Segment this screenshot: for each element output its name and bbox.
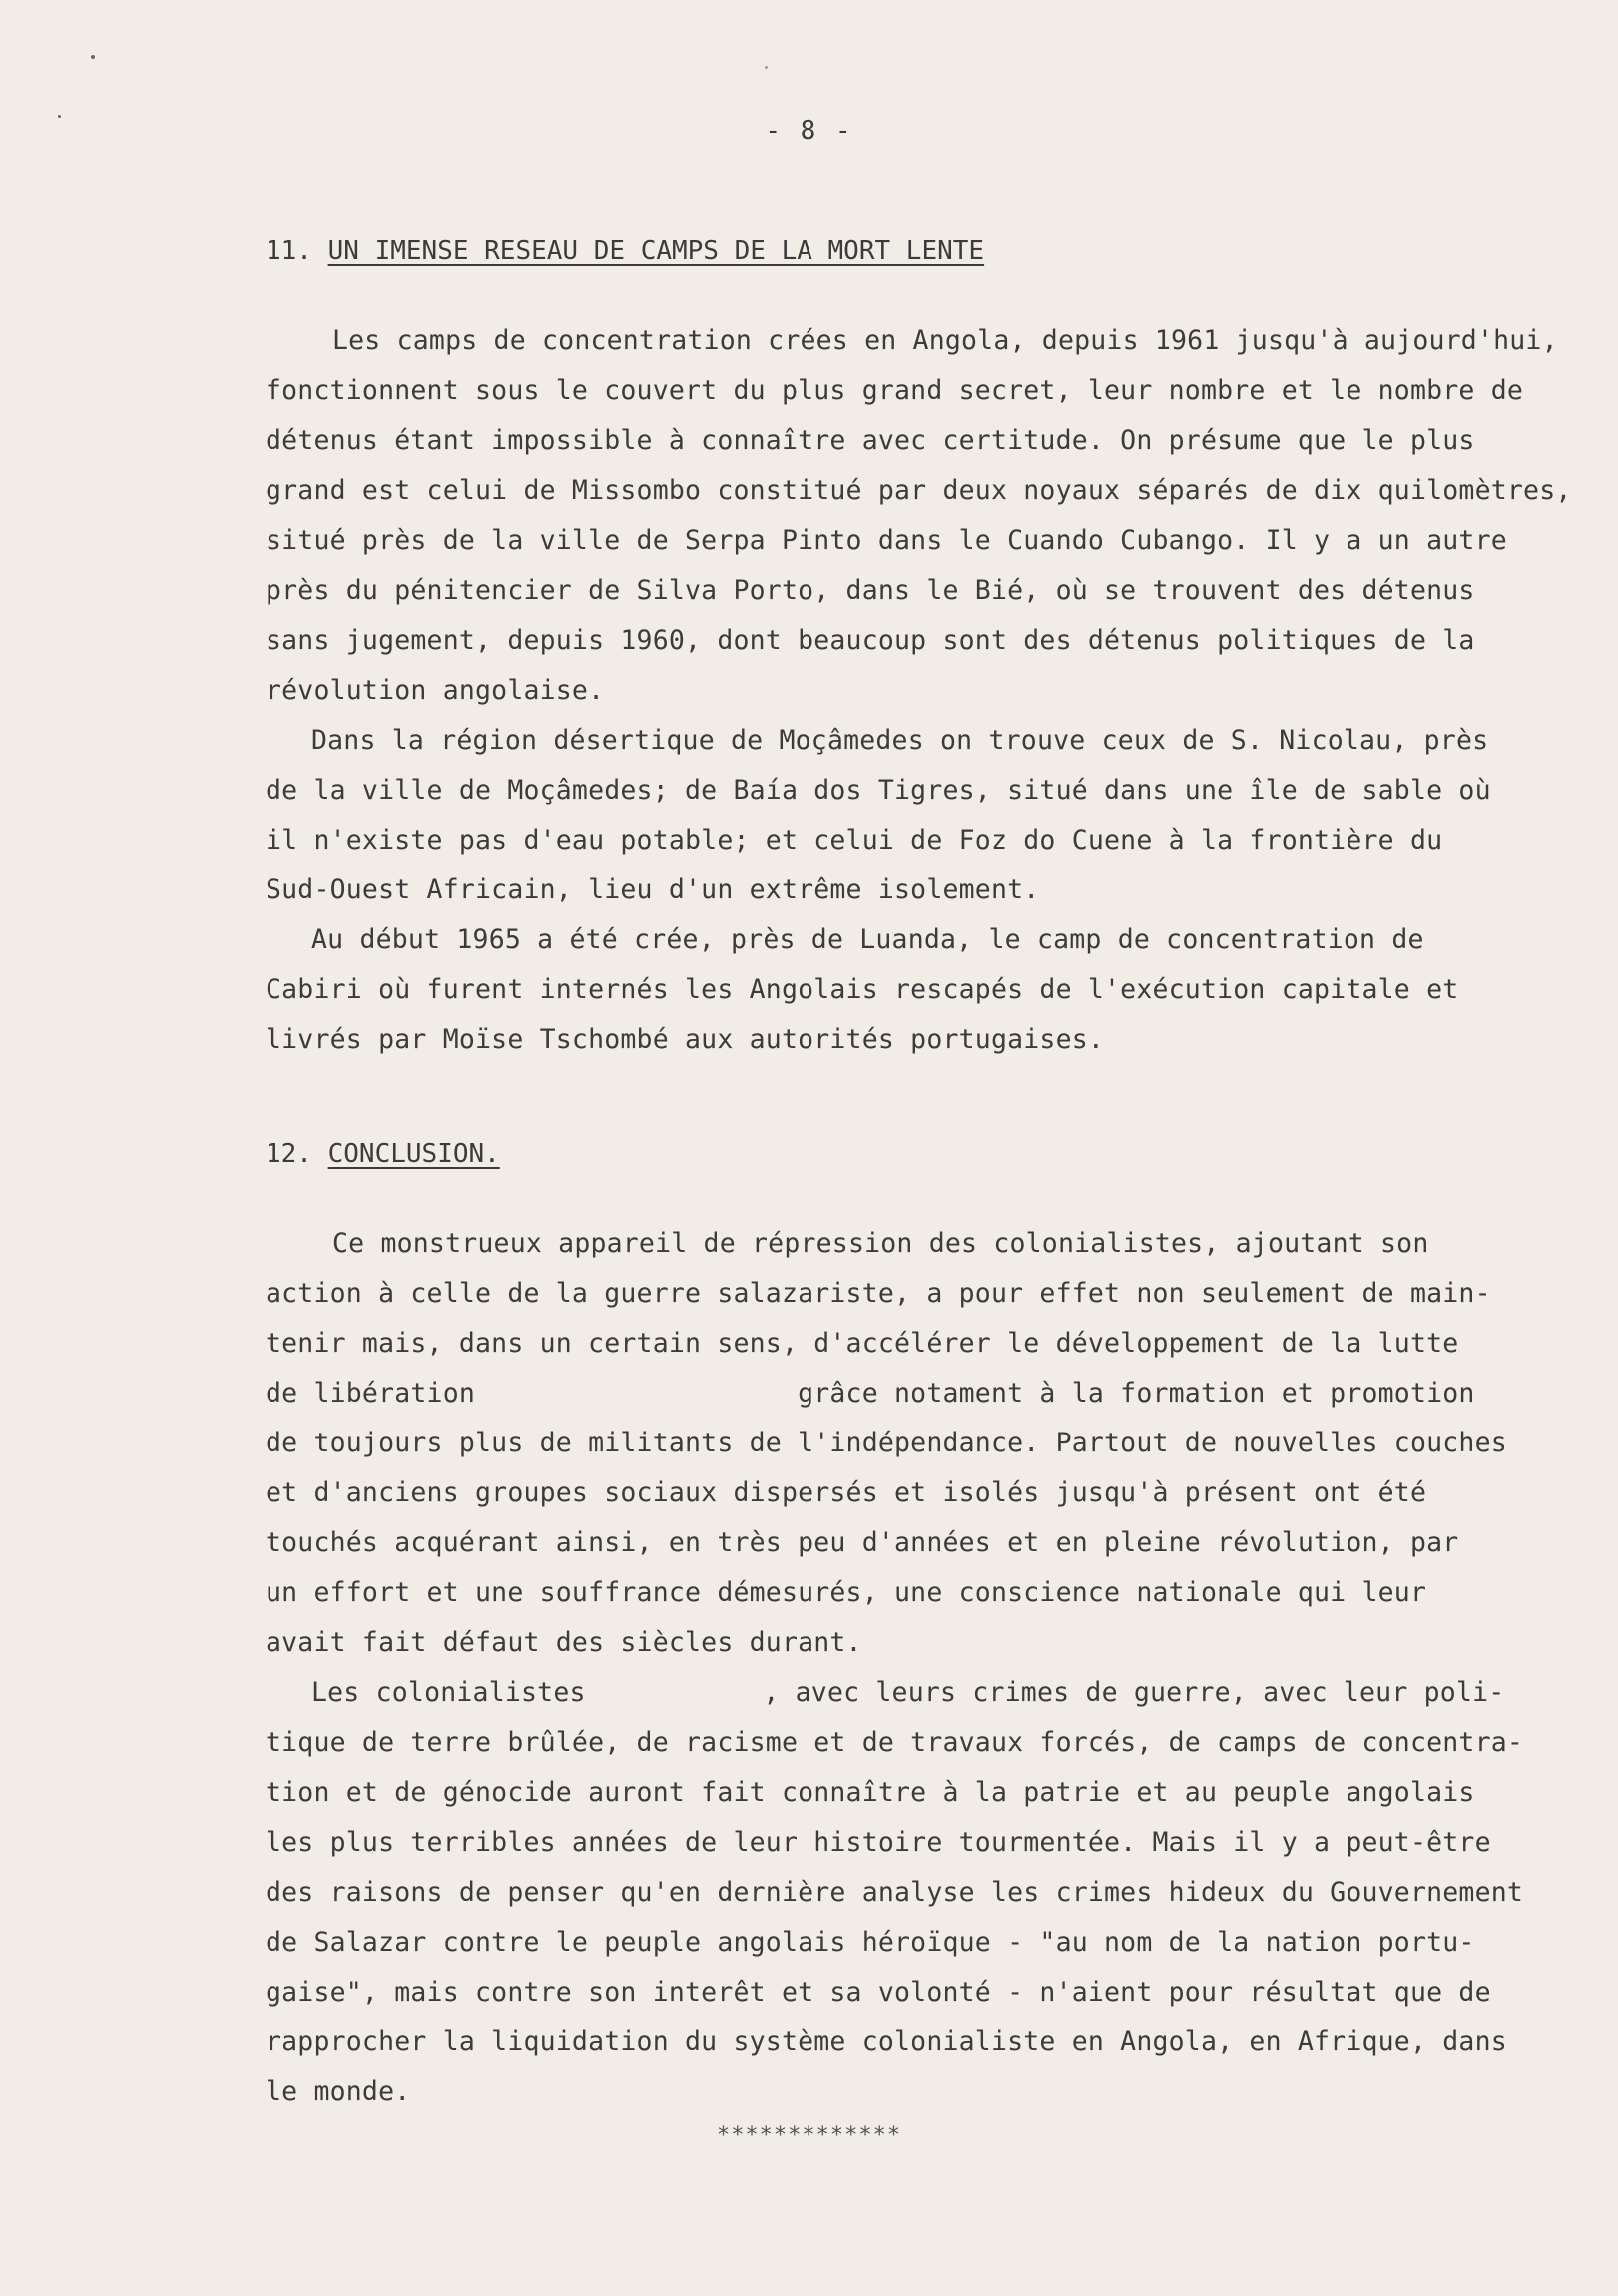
section-11-line: de la ville de Moçâmedes; de Baía dos Tigres, situé dans une île de sable où [266,775,1491,806]
section-12-line: tenir mais, dans un certain sens, d'accélérer le développement de la lutte [266,1328,1459,1359]
section-11-line: près du pénitencier de Silva Porto, dans le Bié, où se trouvent des détenus [266,575,1475,606]
section-12-line: action à celle de la guerre salazariste, a pour effet non seulement de main- [266,1278,1491,1309]
section-11-line: grand est celui de Missombo constitué par deux noyaux séparés de dix quilomètres, [266,475,1572,506]
section-12-line: les plus terribles années de leur histoire tourmentée. Mais il y a peut-être [266,1827,1491,1858]
section-12-number: 12. [266,1139,312,1169]
section-11-line: révolution angolaise. [266,675,605,706]
section-11-line: Dans la région désertique de Moçâmedes on trouve ceux de S. Nicolau, près [311,725,1489,756]
section-12-line: rapprocher la liquidation du système colonialiste en Angola, en Afrique, dans [266,2026,1507,2057]
section-12-line: de Salazar contre le peuple angolais héroïque - "au nom de la nation portu- [266,1927,1475,1958]
section-11-line: il n'existe pas d'eau potable; et celui de Foz do Cuene à la frontière du [266,825,1443,856]
section-12-line: de libération grâce notament à la formation et promotion [266,1378,1475,1409]
section-12-line: de toujours plus de militants de l'indépendance. Partout de nouvelles couches [266,1428,1507,1458]
section-11-line: fonctionnent sous le couvert du plus grand secret, leur nombre et le nombre de [266,375,1524,406]
section-12-line: touchés acquérant ainsi, en très peu d'années et en pleine révolution, par [266,1527,1459,1558]
section-11-line: livrés par Moïse Tschombé aux autorités portugaises. [266,1024,1105,1055]
section-12-line: Les colonialistes , avec leurs crimes de guerre, avec leur poli- [311,1677,1505,1708]
page-number: - 8 - [765,116,853,146]
section-11-number: 11. [266,236,312,266]
paper-speck [91,55,95,59]
section-12-title: CONCLUSION. [327,1139,500,1169]
section-11-line: sans jugement, depuis 1960, dont beaucoup sont des détenus politiques de la [266,625,1475,656]
end-of-section-mark: ************* [716,2123,902,2148]
section-12-line: tion et de génocide auront fait connaître à la patrie et au peuple angolais [266,1777,1475,1808]
section-11-line: détenus étant impossible à connaître avec certitude. On présume que le plus [266,425,1475,456]
section-12-line: et d'anciens groupes sociaux dispersés et isolés jusqu'à présent ont été [266,1477,1427,1508]
section-12-line: gaise", mais contre son interêt et sa volonté - n'aient pour résultat que de [266,1977,1491,2008]
section-11-line: situé près de la ville de Serpa Pinto dans le Cuando Cubango. Il y a un autre [266,525,1507,556]
section-12-line: tique de terre brûlée, de racisme et de travaux forcés, de camps de concentra- [266,1727,1524,1758]
section-12-line: Ce monstrueux appareil de répression des colonialistes, ajoutant son [332,1228,1429,1259]
section-11-line: Au début 1965 a été crée, près de Luanda, le camp de concentration de [311,924,1424,955]
paper-speck [765,66,768,69]
section-11-line: Sud-Ouest Africain, lieu d'un extrême isolement. [266,874,1040,905]
section-12-line: un effort et une souffrance démesurés, une conscience nationale qui leur [266,1577,1427,1608]
section-12-line: des raisons de penser qu'en dernière analyse les crimes hideux du Gouvernement [266,1877,1524,1908]
section-12-line: avait fait défaut des siècles durant. [266,1627,862,1658]
section-11-heading [266,236,984,266]
section-12-line: le monde. [266,2076,411,2107]
section-12-heading [266,1139,500,1169]
section-11-line: Les camps de concentration crées en Angola, depuis 1961 jusqu'à aujourd'hui, [332,325,1558,356]
section-11-title: UN IMENSE RESEAU DE CAMPS DE LA MORT LENTE [327,236,985,266]
section-11-line: Cabiri où furent internés les Angolais rescapés de l'exécution capitale et [266,974,1459,1005]
